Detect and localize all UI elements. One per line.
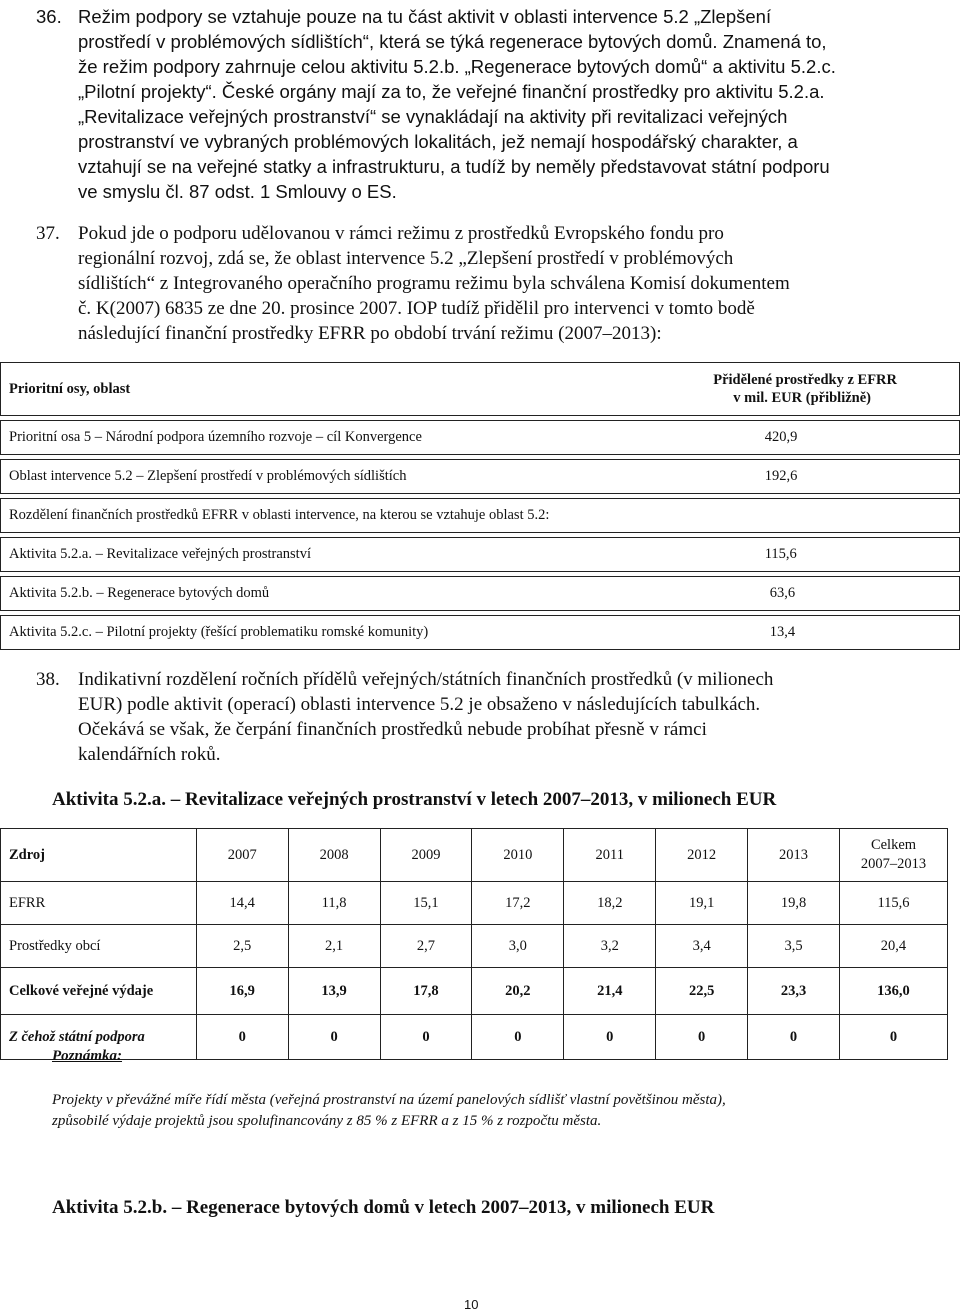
table-cell: 17,8 [380,968,472,1015]
table-cell: 0 [380,1015,472,1060]
header-cell: 2009 [380,829,472,882]
text-line: č. K(2007) 6835 ze dne 20. prosince 2007. IOP tudíž přidělil pro intervenci v tomto bodě [78,298,755,319]
table-cell: 3,2 [564,925,656,968]
text-line: prostranství ve vybraných problémových lokalitách, jež nemají hospodářský charakter, a [78,131,798,152]
table-cell: 20,4 [839,925,947,968]
row-label: Aktivita 5.2.a. – Revitalizace veřejných prostranství [1,538,630,572]
header-label: v mil. EUR (přibližně) [733,390,871,406]
section-heading: Aktivita 5.2.a. – Revitalizace veřejných prostranství v letech 2007–2013, v milionech EUR [52,789,777,810]
table-cell: 16,9 [196,968,288,1015]
paragraph-number: 38. [36,669,60,690]
table-cell: 11,8 [288,882,380,925]
header-cell [839,829,947,882]
activity-a-table [0,828,948,1060]
row-label: Prostředky obcí [1,925,197,968]
row-value: 63,6 [630,577,960,611]
table-cell: 0 [196,1015,288,1060]
header-cell: 2012 [656,829,748,882]
table-cell: 23,3 [748,968,840,1015]
row-label: EFRR [1,882,197,925]
table-cell: 17,2 [472,882,564,925]
header-cell [1,363,630,416]
note-label: Poznámka: [52,1048,123,1064]
table-header-row [1,829,948,882]
table-cell: 0 [656,1015,748,1060]
row-value: 115,6 [630,538,960,572]
text-line: Režim podpory se vztahuje pouze na tu část aktivit v oblasti intervence 5.2 „Zlepšení [78,6,772,27]
table-cell: 22,5 [656,968,748,1015]
table-cell: 0 [748,1015,840,1060]
text-line: Očekává se však, že čerpání finančních prostředků nebude probíhat přesně v rámci [78,719,707,740]
table-cell: 3,5 [748,925,840,968]
text-line: ve smyslu čl. 87 odst. 1 Smlouvy o ES. [78,181,397,202]
row-label: Aktivita 5.2.c. – Pilotní projekty (řešící problematiku romské komunity) [1,616,630,650]
row-value: 192,6 [630,460,960,494]
text-line: Indikativní rozdělení ročních přídělů veřejných/státních finančních prostředků (v milionech [78,669,774,690]
note-text [52,1090,912,1132]
text-line: „Revitalizace veřejných prostranství“ se vynakládají na aktivity při revitalizaci veřejných [78,106,788,127]
section-heading: Aktivita 5.2.b. – Regenerace bytových domů v letech 2007–2013, v milionech EUR [52,1197,715,1218]
table-row [1,925,948,968]
table-cell: 21,4 [564,968,656,1015]
table-cell: 18,2 [564,882,656,925]
header-label: Přidělené prostředky z EFRR [713,372,897,388]
row-label: Aktivita 5.2.b. – Regenerace bytových domů [1,577,630,611]
table-cell: 19,1 [656,882,748,925]
table-row [1,1015,948,1060]
paragraph-36 [36,4,894,204]
header-cell: 2007 [196,829,288,882]
header-label: Celkem [870,837,917,853]
text-line: že režim podpory zahrnuje celou aktivitu 5.2.b. „Regenerace bytových domů“ a aktivitu 5.2.c. [78,56,836,77]
header-cell: 2008 [288,829,380,882]
header-label: Prioritní osy, oblast [9,380,131,397]
text-line: Pokud jde o podporu udělovanou v rámci režimu z prostředků Evropského fondu pro [78,223,724,244]
paragraph-number: 37. [36,223,60,244]
table-section-row [1,499,960,533]
table-row [1,538,960,572]
table-cell: 2,1 [288,925,380,968]
row-value: 13,4 [630,616,960,650]
text-line: kalendářních roků. [78,744,221,765]
table-row [1,616,960,650]
header-cell: Zdroj [1,829,197,882]
text-line: sídlištích“ z Integrovaného operačního programu režimu byla schválena Komisí dokumentem [78,273,790,294]
table-row [1,577,960,611]
text-line: následující finanční prostředky EFRR po období trvání režimu (2007–2013): [78,323,662,344]
page-number: 10 [464,1297,479,1312]
table-cell: 15,1 [380,882,472,925]
paragraph-38 [36,667,894,767]
text-line: prostředí v problémových sídlištích“, která se týká regenerace bytových domů. Znamená to, [78,31,827,52]
table-cell: 3,0 [472,925,564,968]
table-row [1,421,960,455]
paragraph-number: 36. [36,6,62,27]
text-line: vztahují se na veřejné statky a infrastrukturu, a tudíž by neměly představovat státní podporu [78,156,830,177]
header-label: 2007–2013 [860,856,927,872]
table-cell: 2,7 [380,925,472,968]
table-cell: 19,8 [748,882,840,925]
text-line: EUR) podle aktivit (operací) oblasti intervence 5.2 je obsaženo v následujících tabulkách. [78,694,761,715]
note-line: Projekty v převážné míře řídí města (veřejná prostranství na území panelových sídlišť vlastní povětšinou města), [52,1092,726,1108]
row-label: Oblast intervence 5.2 – Zlepšení prostředí v problémových sídlištích [1,460,630,494]
allocation-table [0,362,960,650]
row-value: 420,9 [630,421,960,455]
text-line: regionální rozvoj, zdá se, že oblast intervence 5.2 „Zlepšení prostředí v problémových [78,248,734,269]
header-cell: 2011 [564,829,656,882]
table-row [1,460,960,494]
header-cell: 2013 [748,829,840,882]
table-cell: 136,0 [839,968,947,1015]
table-cell: 20,2 [472,968,564,1015]
table-cell: 14,4 [196,882,288,925]
row-label: Z čehož státní podpora [1,1015,197,1060]
row-label: Celkové veřejné výdaje [1,968,197,1015]
table-cell: 0 [839,1015,947,1060]
table-cell: 0 [472,1015,564,1060]
table-cell: 115,6 [839,882,947,925]
table-cell: 0 [288,1015,380,1060]
text-line: „Pilotní projekty“. České orgány mají za to, že veřejné finanční prostředky pro aktivitu 5.2.a. [78,81,825,102]
row-label: Prioritní osa 5 – Národní podpora územního rozvoje – cíl Konvergence [1,421,630,455]
table-cell: 3,4 [656,925,748,968]
header-cell: 2010 [472,829,564,882]
table-row [1,968,948,1015]
note-line: způsobilé výdaje projektů jsou spolufinancovány z 85 % z EFRR a z 15 % z rozpočtu města. [52,1113,602,1129]
table-cell: 13,9 [288,968,380,1015]
paragraph-37 [36,221,894,346]
table-header-row [1,363,960,416]
table-cell: 2,5 [196,925,288,968]
header-cell [630,363,960,416]
section-label: Rozdělení finančních prostředků EFRR v oblasti intervence, na kterou se vztahuje oblast 5.2: [1,499,960,533]
table-row [1,882,948,925]
table-cell: 0 [564,1015,656,1060]
